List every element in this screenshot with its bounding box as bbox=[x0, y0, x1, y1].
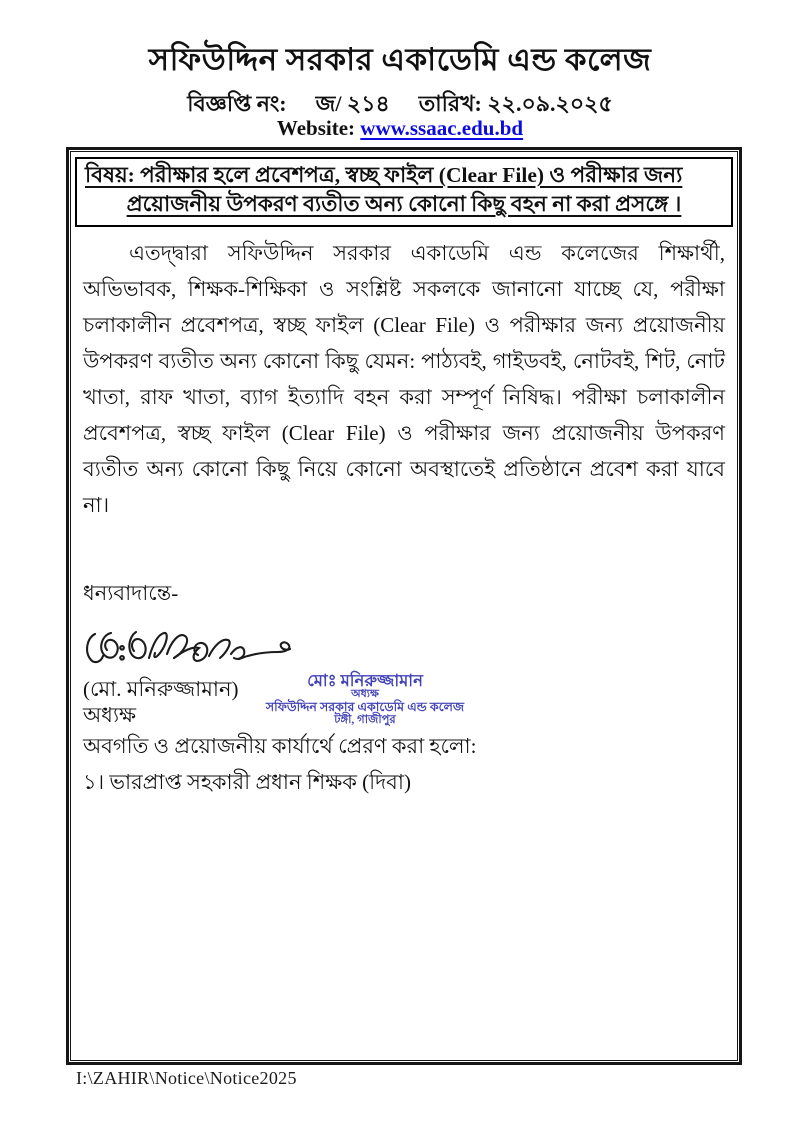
subject-line-1: বিষয়: পরীক্ষার হলে প্রবেশপত্র, স্বচ্ছ ফাইল (Clear File) ও পরীক্ষার জন্য bbox=[85, 163, 683, 187]
stamp-institution: সফিউদ্দিন সরকার একাডেমি এন্ড কলেজ bbox=[265, 699, 465, 714]
website-link[interactable]: www.ssaac.edu.bd bbox=[360, 116, 524, 140]
stamp-designation: অধ্যক্ষ bbox=[351, 688, 379, 701]
stamp-name: মোঃ মনিরুজ্জামান bbox=[307, 671, 423, 690]
subject-box bbox=[75, 157, 733, 227]
subject-line-2: প্রয়োজনীয় উপকরণ ব্যতীত অন্য কোনো কিছু বহন না করা প্রসঙ্গে । bbox=[126, 192, 682, 216]
signatory-name-row bbox=[83, 671, 733, 726]
date-value: ২২.০৯.২০২৫ bbox=[487, 91, 613, 116]
signatory-designation: অধ্যক্ষ bbox=[83, 703, 137, 727]
signatory-name: (মো. মনিরুজ্জামান) bbox=[83, 677, 239, 701]
distribution-heading: অবগতি ও প্রয়োজনীয় কার্যার্থে প্রেরণ করা হলো: bbox=[83, 734, 477, 758]
handwritten-signature-icon bbox=[81, 620, 306, 676]
website-line bbox=[0, 116, 800, 141]
footer-file-path: I:\ZAHIR\Notice\Notice2025 bbox=[76, 1068, 297, 1088]
notice-number-label: বিজ্ঞপ্তি নং: bbox=[187, 91, 287, 116]
signature-area bbox=[81, 620, 733, 676]
stamp-location: টঙ্গী, গাজীপুর bbox=[334, 713, 396, 726]
distribution-item-1: ১। ভারপ্রাপ্ত সহকারী প্রধান শিক্ষক (দিবা) bbox=[83, 770, 411, 794]
notice-border-box-inner bbox=[70, 151, 738, 1061]
date-label: তারিখ: bbox=[418, 91, 482, 116]
notice-border-box bbox=[66, 147, 742, 1065]
website-label: Website: bbox=[276, 116, 356, 140]
notice-body-paragraph: এতদ্দ্বারা সফিউদ্দিন সরকার একাডেমি এন্ড কলেজের শিক্ষার্থী, অভিভাবক, শিক্ষক-শিক্ষিকা ও সংশ্লিষ্ট সকলকে জানানো যাচ্ছে যে, পরীক্ষা চলাকালীন প্রবেশপত্র, স্বচ্ছ ফাইল (Clear File) ও পরীক্ষার জন্য প্রয়োজনীয় উপকরণ ব্যতীত অন্য কোনো কিছু যেমন: পাঠ্যবই, গাইডবই, নোটবই, শিট, নোট খাতা, রাফ খাতা, ব্যাগ ইত্যাদি বহন করা সম্পূর্ণ নিষিদ্ধ। পরীক্ষা চলাকালীন প্রবেশপত্র, স্বচ্ছ ফাইল (Clear File) ও পরীক্ষার জন্য প্রয়োজনীয় উপকরণ ব্যতীত অন্য কোনো কিছু নিয়ে কোনো অবস্থাতেই প্রতিষ্ঠানে প্রবেশ করা যাবে না। bbox=[83, 241, 725, 517]
school-name-title: সফিউদ্দিন সরকার একাডেমি এন্ড কলেজ bbox=[148, 42, 652, 77]
notice-number-value: জ/ ২১৪ bbox=[315, 91, 390, 116]
closing-salutation: ধন্যবাদান্তে- bbox=[83, 581, 179, 605]
